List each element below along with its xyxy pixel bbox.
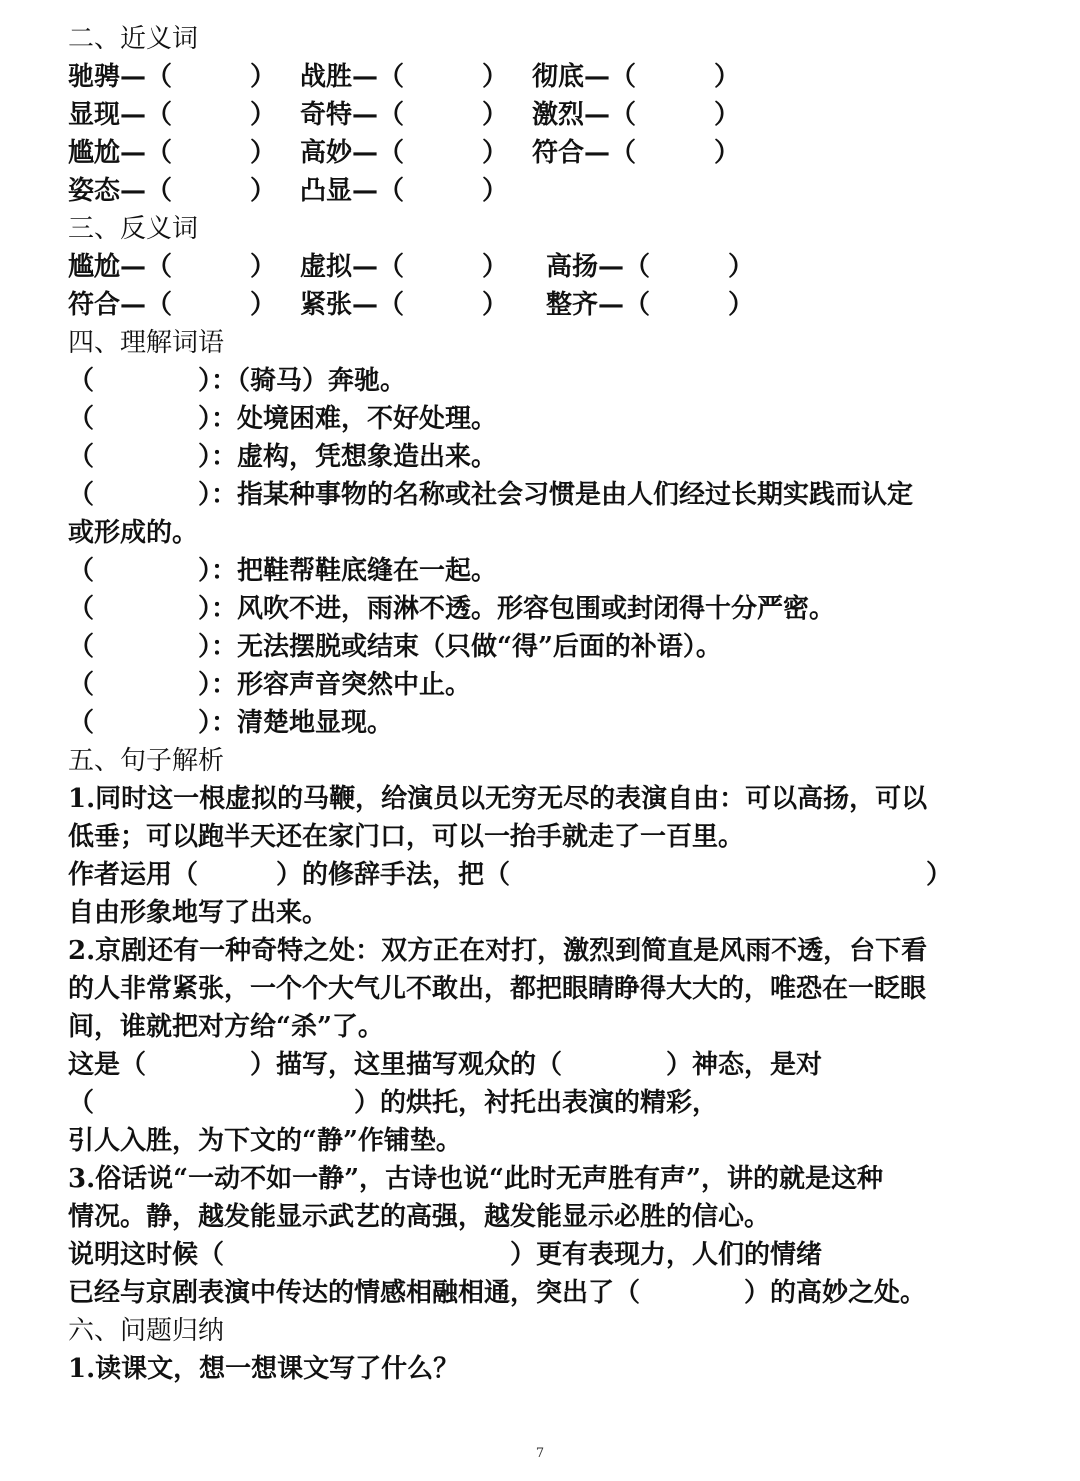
definition-line: （ ）：把鞋帮鞋底缝在一起。 xyxy=(68,556,498,586)
analysis-line: 低垂；可以跑半天还在家门口，可以一抬手就走了一百里。 xyxy=(68,822,745,852)
synonym-item: 高妙—（ ） xyxy=(300,138,509,168)
analysis-line: 的人非常紧张，一个个大气儿不敢出，都把眼睛睁得大大的，唯恐在一眨眼 xyxy=(68,974,927,1004)
section-title-word-meanings: 四、理解词语 xyxy=(68,328,225,358)
antonym-item: 虚拟—（ ） xyxy=(300,252,509,282)
page-number: 7 xyxy=(535,1446,545,1461)
definition-line: （ ）：形容声音突然中止。 xyxy=(68,670,472,700)
definition-line: 或形成的。 xyxy=(68,518,199,548)
analysis-line: 3.俗话说“一动不如一静”，古诗也说“此时无声胜有声”，讲的就是这种 xyxy=(68,1164,883,1194)
definition-line: （ ）：清楚地显现。 xyxy=(68,708,394,738)
analysis-line: 间，谁就把对方给“杀”了。 xyxy=(68,1012,384,1042)
antonym-item: 尴尬—（ ） xyxy=(68,252,277,282)
synonym-item: 奇特—（ ） xyxy=(300,100,509,130)
definition-line: （ ）：处境困难，不好处理。 xyxy=(68,404,498,434)
synonym-item: 符合—（ ） xyxy=(532,138,741,168)
analysis-line: 引人入胜，为下文的“静”作铺垫。 xyxy=(68,1126,462,1156)
synonym-item: 显现—（ ） xyxy=(68,100,277,130)
antonym-item: 高扬—（ ） xyxy=(546,252,755,282)
definition-line: （ ）：虚构，凭想象造出来。 xyxy=(68,442,498,472)
analysis-line: 自由形象地写了出来。 xyxy=(68,898,329,928)
section-title-antonyms: 三、反义词 xyxy=(68,214,199,244)
antonym-item: 紧张—（ ） xyxy=(300,290,509,320)
definition-line: （ ）：（骑马）奔驰。 xyxy=(68,366,407,396)
synonym-item: 凸显—（ ） xyxy=(300,176,509,206)
analysis-line: 说明这时候（ ）更有表现力，人们的情绪 xyxy=(68,1240,823,1270)
synonym-item: 彻底—（ ） xyxy=(532,62,741,92)
antonym-item: 整齐—（ ） xyxy=(546,290,755,320)
analysis-line: （ ）的烘托，衬托出表演的精彩， xyxy=(68,1088,719,1118)
question-line: 1.读课文，想一想课文写了什么？ xyxy=(68,1354,460,1384)
analysis-line: 情况。静，越发能显示武艺的高强，越发能显示必胜的信心。 xyxy=(68,1202,771,1232)
definition-line: （ ）：无法摆脱或结束（只做“得”后面的补语）。 xyxy=(68,632,722,662)
antonym-item: 符合—（ ） xyxy=(68,290,277,320)
synonym-item: 驰骋—（ ） xyxy=(68,62,277,92)
section-title-synonyms: 二、近义词 xyxy=(68,24,199,54)
definition-line: （ ）：指某种事物的名称或社会习惯是由人们经过长期实践而认定 xyxy=(68,480,914,510)
analysis-line: 2.京剧还有一种奇特之处：双方正在对打，激烈到简直是风雨不透，台下看 xyxy=(68,936,928,966)
analysis-line: 已经与京剧表演中传达的情感相融相通，突出了（ ）的高妙之处。 xyxy=(68,1278,927,1308)
definition-line: （ ）：风吹不进，雨淋不透。形容包围或封闭得十分严密。 xyxy=(68,594,836,624)
section-title-summary: 六、问题归纳 xyxy=(68,1316,225,1346)
analysis-line: 作者运用（ ）的修辞手法，把（ ） xyxy=(68,860,953,890)
synonym-item: 激烈—（ ） xyxy=(532,100,741,130)
synonym-item: 战胜—（ ） xyxy=(300,62,509,92)
analysis-line: 1.同时这一根虚拟的马鞭，给演员以无穷无尽的表演自由：可以高扬，可以 xyxy=(68,784,928,814)
section-title-sentence-analysis: 五、句子解析 xyxy=(68,746,225,776)
synonym-item: 姿态—（ ） xyxy=(68,176,277,206)
synonym-item: 尴尬—（ ） xyxy=(68,138,277,168)
analysis-line: 这是（ ）描写，这里描写观众的（ ）神态，是对 xyxy=(68,1050,823,1080)
